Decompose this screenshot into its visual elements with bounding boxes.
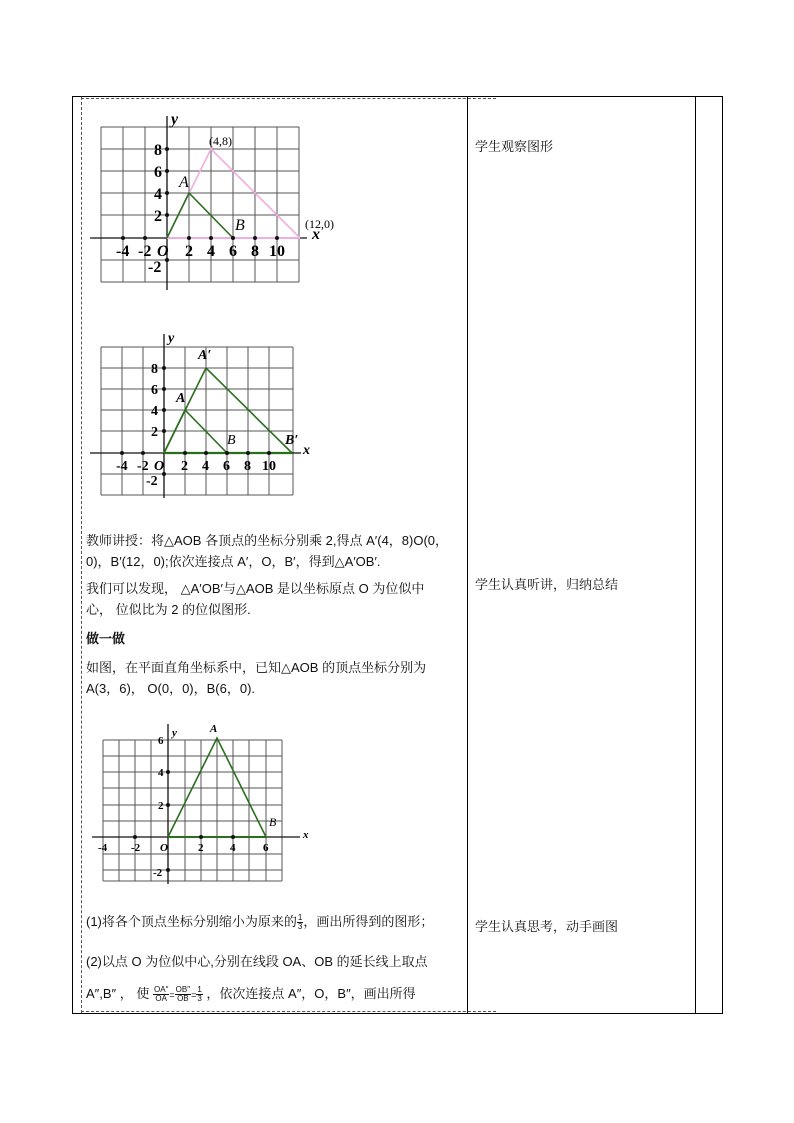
question-1-fraction-num: 1 [297, 913, 303, 923]
figure-2-x-tick: 8 [244, 459, 251, 474]
figure-3-y-axis-label: y [172, 727, 177, 739]
figure-3-y-tick: 4 [158, 767, 164, 779]
figure-1-x-tick: 8 [251, 243, 259, 260]
question-2-fraction-ob-num: OB″ [175, 985, 191, 995]
figure-2-y-axis-label: y [168, 331, 175, 346]
question-2-line-1: (2)以点 O 为位似中心,分别在线段 OA、OB 的延长线上取点 [86, 954, 428, 969]
figure-2-x-tick: 2 [181, 459, 188, 474]
figure-1-x-tick: 10 [269, 243, 285, 260]
figure-1-x-tick: -4 [116, 243, 130, 260]
discovery-line-1: 我们可以发现， △A′OB′与△AOB 是以坐标原点 O 为位似中 [86, 581, 425, 596]
figure-3-x-tick: 2 [198, 842, 204, 854]
figure-3-x-axis-label: x [303, 829, 309, 841]
figure-2-x-axis-label: x [303, 443, 310, 458]
student-note-think: 学生认真思考，动手画图 [475, 919, 619, 934]
figure-1-y-axis-label: y [171, 111, 179, 128]
question-2-fraction-ratio-num: 1 [197, 985, 202, 995]
figure-3-point-b-label: B [269, 815, 277, 829]
figure-2-point-a-label: A [176, 391, 186, 406]
question-1-suffix: ，画出所得到的图形； [303, 914, 434, 929]
figure-1-x-tick: 2 [185, 243, 193, 260]
figure-2-origin-label: O [154, 459, 165, 474]
figure-2-y-tick: 4 [151, 404, 158, 419]
figure-2-coordinate-plane [85, 328, 325, 498]
teacher-explanation-line-2: 0)，B′(12，0);依次连接点 A′，O，B′，得到△A′OB′. [86, 554, 381, 569]
question-2-fraction-ratio [196, 986, 202, 1003]
figure-1-point-a-label: A [179, 174, 189, 191]
figure-3-x-tick: -2 [131, 842, 141, 854]
question-2-part-2: ，依次连接点 A″，O，B″，画出所得 [206, 986, 416, 1001]
question-2-fraction-ob [175, 986, 191, 1003]
inner-dashed-border-bottom [81, 1011, 496, 1012]
figure-3-point-a-label: A [210, 723, 218, 735]
figure-1-y-tick: 8 [154, 142, 162, 159]
figure-2-y-tick: 2 [151, 425, 158, 440]
figure-3-coordinate-plane [88, 718, 318, 886]
question-2-part-1: A″,B″ ， 使 [86, 986, 150, 1001]
figure-2-point-b-prime-label: B′ [285, 433, 299, 448]
figure-3-x-tick: 6 [263, 842, 269, 854]
practice-heading: 做一做 [86, 631, 126, 646]
figure-1-y-tick: -2 [148, 259, 162, 276]
figure-2-x-tick: 6 [223, 459, 230, 474]
student-note-observe: 学生观察图形 [475, 139, 554, 154]
figure-3-grid [103, 740, 282, 881]
figure-1-y-tick: 6 [154, 164, 162, 181]
question-1-fraction-den: 3 [297, 922, 303, 932]
practice-line-2: A(3，6)， O(0，0)，B(6，0). [86, 681, 256, 696]
figure-2-x-tick: 4 [202, 459, 209, 474]
figure-3-x-tick: -4 [98, 842, 108, 854]
question-2-line-2 [86, 983, 416, 1006]
figure-1-coord-right-label: (12,0) [305, 217, 334, 231]
discovery-line-2: 心， 位似比为 2 的位似图形. [86, 602, 251, 617]
practice-line-1: 如图，在平面直角坐标系中，已知△AOB 的顶点坐标分别为 [86, 660, 427, 675]
figure-1-x-tick: -2 [138, 243, 152, 260]
figure-3-origin-label: O [160, 842, 168, 854]
figure-1-coordinate-plane [85, 108, 355, 290]
figure-2-y-tick: 6 [151, 383, 158, 398]
question-2-fraction-ratio-den: 3 [197, 994, 202, 1004]
question-2-equals-2: = [191, 990, 197, 1000]
question-2-fraction-oa-den: OA [155, 994, 167, 1004]
figure-1-x-tick: 6 [229, 243, 237, 260]
figure-2-y-tick: 8 [151, 362, 158, 377]
figure-3-y-tick: 6 [158, 735, 164, 747]
question-2-fraction-oa-num: OA″ [154, 985, 169, 995]
figure-2-point-a-prime-label: A′ [198, 348, 212, 363]
inner-dashed-border-top [81, 98, 496, 99]
figure-1-x-axis-label: x [312, 226, 320, 243]
column-divider-2 [695, 97, 696, 1013]
figure-2-point-b-label: B [227, 433, 236, 448]
question-2-equals-1: = [169, 990, 175, 1000]
figure-2-y-tick: -2 [146, 474, 158, 489]
figure-3-x-tick: 4 [230, 842, 236, 854]
figure-2-x-tick: 10 [262, 459, 276, 474]
figure-1-y-tick: 2 [154, 208, 162, 225]
figure-1-origin-label: O [157, 243, 169, 260]
figure-1-x-tick: 4 [207, 243, 215, 260]
question-1 [86, 911, 433, 932]
figure-1-coord-top-label: (4,8) [209, 134, 232, 148]
question-1-prefix: (1)将各个顶点坐标分别缩小为原来的 [86, 914, 297, 929]
figure-2-x-tick: -4 [116, 459, 128, 474]
question-2-fraction-oa [153, 986, 169, 1003]
figure-2-x-tick: -2 [137, 459, 149, 474]
figure-3-y-tick: -2 [153, 867, 163, 879]
question-2-fraction-ob-den: OB [177, 994, 189, 1004]
figure-3-y-tick: 2 [158, 800, 164, 812]
figure-1-point-b-label: B [235, 217, 245, 234]
column-divider-1 [467, 97, 468, 1013]
inner-dashed-border-left [81, 97, 82, 1013]
student-note-listen: 学生认真听讲，归纳总结 [475, 577, 619, 592]
teacher-explanation-line-1: 教师讲授：将△AOB 各顶点的坐标分别乘 2,得点 A′(4，8)O(0， [86, 533, 449, 548]
figure-1-y-tick: 4 [154, 186, 162, 203]
